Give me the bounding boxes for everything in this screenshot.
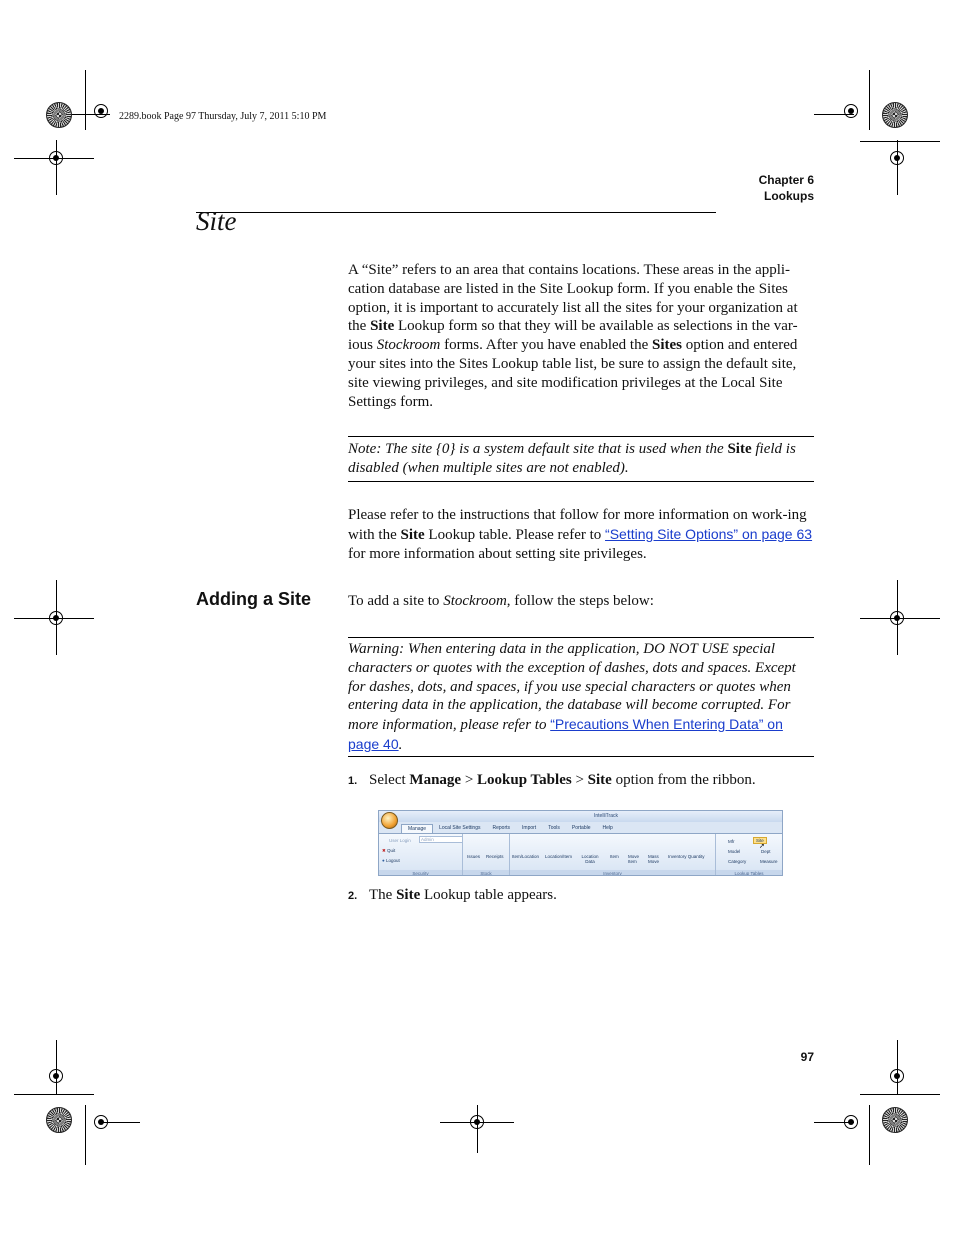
- receipts-button[interactable]: Receipts: [486, 854, 504, 859]
- adding-italic: Stockroom: [443, 593, 507, 609]
- note-bold: Site: [727, 441, 752, 457]
- issues-button[interactable]: Issues: [467, 854, 481, 859]
- intro-bold: Site: [370, 318, 395, 335]
- ribbon-body: [379, 833, 782, 876]
- lookup-tables-group-label: Lookup Tables: [716, 870, 782, 876]
- user-login-select[interactable]: Admin: [419, 836, 463, 843]
- mfr-button[interactable]: Mfr: [728, 839, 735, 844]
- step-bold: Lookup Tables: [477, 772, 572, 788]
- refer-text: Lookup table. Please refer to: [424, 526, 606, 543]
- group-inventory: [510, 834, 716, 876]
- logout-button[interactable]: [382, 858, 400, 863]
- step-1: [348, 771, 814, 791]
- setting-site-options-link[interactable]: “Setting Site Options” on page 63: [605, 525, 813, 542]
- warning-rule-top: [348, 637, 814, 638]
- running-header: [759, 172, 814, 204]
- ribbon-screenshot: [378, 810, 783, 876]
- step-number: 2.: [348, 890, 358, 902]
- intro-paragraph: [348, 261, 814, 411]
- step-number: 1.: [348, 775, 358, 787]
- note-rule-top: [348, 436, 814, 437]
- security-group-label: Security: [379, 870, 462, 876]
- step-bold: Manage: [409, 772, 462, 788]
- page-title: Site: [196, 206, 237, 236]
- chapter-label: Chapter 6: [758, 173, 814, 187]
- group-security: [379, 834, 463, 876]
- adding-text: , follow the steps below:: [506, 593, 654, 609]
- group-lookup-tables: [716, 834, 782, 876]
- item-location-button[interactable]: Item/Location: [512, 854, 540, 859]
- group-stock: [463, 834, 510, 876]
- step-text: >: [571, 772, 588, 788]
- model-button[interactable]: Model: [728, 849, 741, 854]
- refer-paragraph: [348, 506, 814, 563]
- print-slug: 2289.book Page 97 Thursday, July 7, 2011 5:10 PM: [119, 111, 327, 122]
- logout-label: Logout: [385, 858, 400, 863]
- step-text: The: [369, 887, 397, 903]
- refer-text: for more information about setting site privileges.: [348, 545, 647, 562]
- move-item-button[interactable]: Move Item: [628, 854, 640, 864]
- step-bold: Site: [396, 887, 421, 903]
- warning-text: .: [398, 736, 403, 753]
- location-data-button[interactable]: Location Data: [581, 854, 599, 864]
- category-button[interactable]: Category: [728, 859, 747, 864]
- item-button[interactable]: Item: [610, 854, 619, 859]
- mass-move-button[interactable]: Mass Move: [648, 854, 660, 864]
- tab-local-site-settings[interactable]: Local Site Settings: [439, 825, 481, 831]
- inventory-group-label: Inventory: [510, 870, 715, 876]
- note-text: field is disabled (when multiple sites are not enabled).: [348, 441, 796, 476]
- adding-intro: [348, 592, 814, 611]
- warning-rule-bottom: [348, 756, 814, 757]
- step-text: option from the ribbon.: [611, 772, 756, 788]
- note-text: Note: The site {0} is a system default site that is used when the: [348, 441, 728, 457]
- cursor-pointer-icon: ➚: [759, 843, 765, 850]
- page-number: 97: [800, 1050, 814, 1064]
- section-heading: Adding a Site: [196, 589, 312, 609]
- intro-text: A “Site” refers to an area that contains locations. These areas in the appli-cation database are listed in the Site Lookup form. If you enable the Sites option, it is important to accurately list all the sites for your organization at the: [348, 262, 798, 335]
- intro-text: Lookup form so that they will be available as selections in the var-ious: [348, 318, 798, 354]
- inventory-quantity-button[interactable]: Inventory Quantity: [668, 854, 705, 859]
- quit-button[interactable]: [382, 848, 395, 854]
- intro-text: forms. After you have enabled the: [440, 337, 652, 354]
- measure-button[interactable]: Measure: [760, 859, 778, 864]
- quit-icon: ✖: [382, 848, 386, 853]
- site-button[interactable]: Site: [753, 837, 767, 844]
- title-rule: [196, 212, 716, 213]
- intro-text: option and entered your sites into the Sites Lookup table list, be sure to assign the default site, site viewing privileges, and site modification privileges at the Local Site Settings form.: [348, 337, 798, 410]
- refer-text: Please refer to the instructions that follow for more information on work-ing with the: [348, 507, 807, 543]
- tab-reports[interactable]: Reports: [492, 825, 511, 831]
- step-2: [348, 886, 814, 906]
- precautions-link[interactable]: “Precautions When Entering Data” on page 40: [348, 716, 783, 752]
- step-bold: Site: [587, 772, 612, 788]
- quit-label: Quit: [387, 848, 396, 853]
- location-item-button[interactable]: Location/Item: [545, 854, 573, 859]
- adding-text: To add a site to: [348, 593, 444, 609]
- note-rule-bottom: [348, 481, 814, 482]
- warning-text: Warning: When entering data in the application, DO NOT USE special characters or quotes with the exception of dashes, dots and spaces. Except for dashes, dots, and spaces, if you use special characters or quotes when entering data in the application, the database will become corrupted. For more information, please refer to: [348, 641, 796, 734]
- tab-portable[interactable]: Portable: [571, 825, 591, 831]
- step-text: Lookup table appears.: [420, 887, 557, 903]
- office-orb-icon[interactable]: [381, 812, 398, 829]
- ribbon-titlebar: [379, 811, 782, 822]
- user-login-label: User Login: [389, 838, 411, 843]
- logout-icon: ●: [382, 858, 385, 863]
- tab-manage[interactable]: Manage: [401, 824, 433, 833]
- tab-tools[interactable]: Tools: [548, 825, 560, 831]
- step-text: Select: [369, 772, 410, 788]
- stock-group-label: Stock: [463, 870, 509, 876]
- intro-bold: Sites: [651, 337, 682, 354]
- section-label: Lookups: [764, 189, 814, 203]
- dept-button[interactable]: Dept: [761, 849, 771, 854]
- ribbon-tabs: [401, 824, 619, 833]
- app-title: IntelliTrack: [594, 813, 618, 819]
- tab-import[interactable]: Import: [522, 825, 537, 831]
- tab-help[interactable]: Help: [602, 825, 613, 831]
- note-block: [348, 440, 814, 478]
- step-text: >: [461, 772, 478, 788]
- refer-bold: Site: [400, 526, 425, 543]
- warning-block: [348, 640, 814, 755]
- intro-italic: Stockroom: [376, 337, 441, 354]
